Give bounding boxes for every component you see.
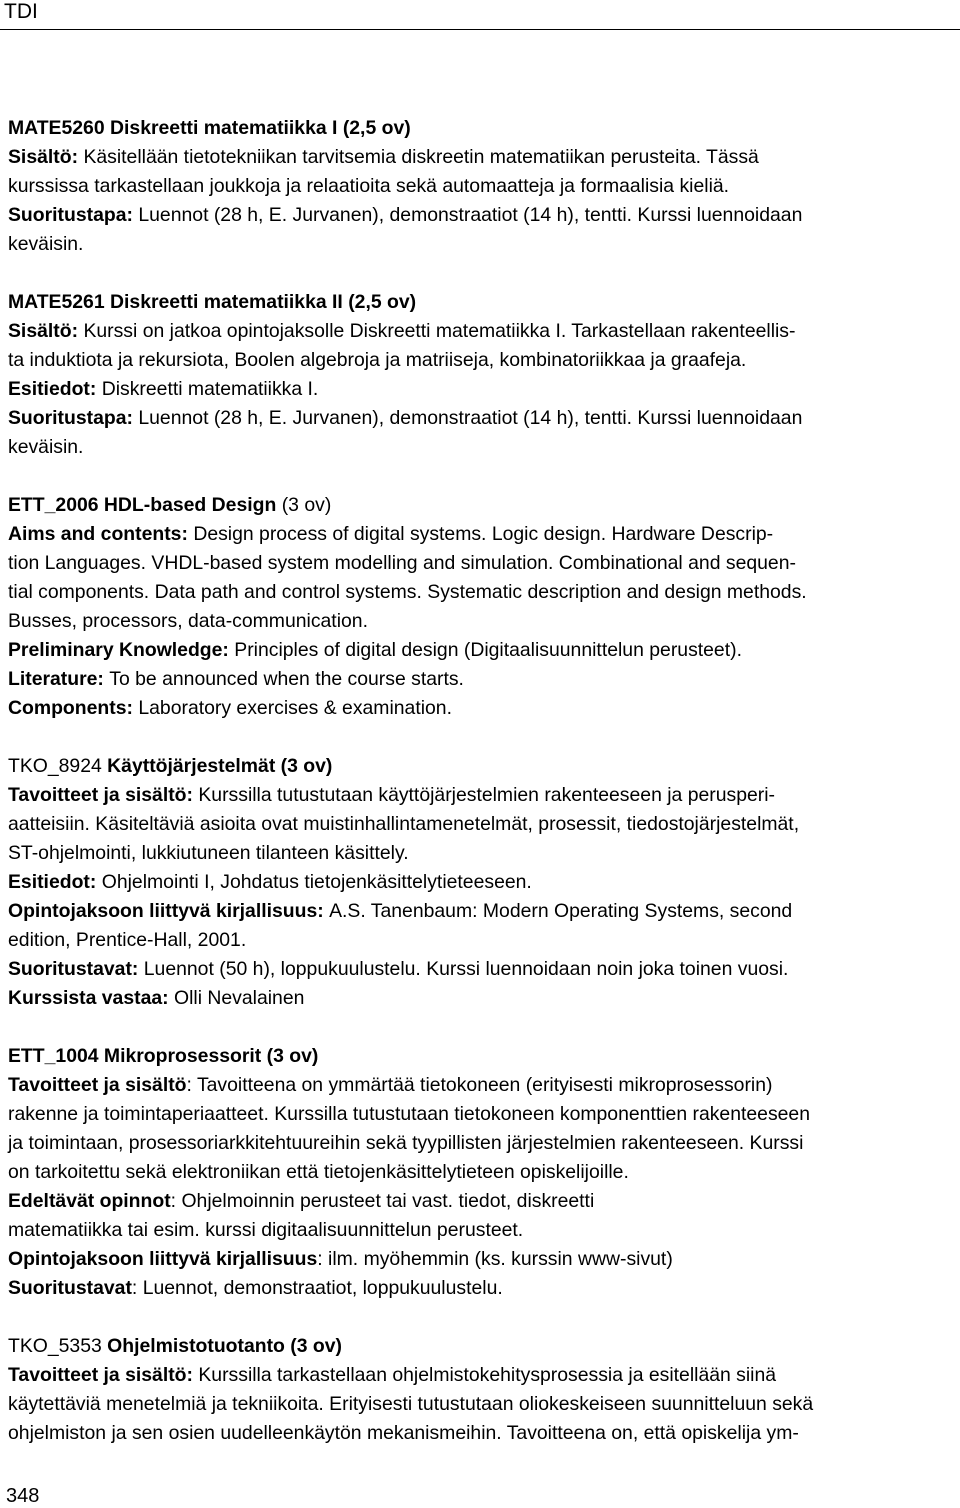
text-segment: Luennot (50 h), loppukuulustelu. Kurssi luennoidaan noin joka toinen vuosi. — [143, 958, 789, 980]
course-text-line — [8, 636, 952, 665]
text-segment: : ilm. myöhemmin (ks. kurssin www-sivut) — [317, 1248, 673, 1270]
bold-label: Sisältö: — [8, 146, 84, 168]
text-segment: Busses, processors, data-communication. — [8, 610, 368, 632]
text-segment: on tarkoitettu sekä elektroniikan että tietojenkäsittelytieteen opiskelijoille. — [8, 1161, 629, 1183]
text-segment: tion Languages. VHDL-based system modelling and simulation. Combinational and sequen- — [8, 552, 796, 574]
course-text-line — [8, 1129, 952, 1158]
text-segment: : Tavoitteena on ymmärtää tietokoneen (erityisesti mikroprosessorin) — [186, 1074, 773, 1096]
text-segment: Luennot (28 h, E. Jurvanen), demonstraatiot (14 h), tentti. Kurssi luennoidaan — [138, 204, 803, 226]
course-text-line — [8, 665, 952, 694]
course-heading — [8, 752, 952, 781]
text-segment: Diskreetti matematiikka I. — [101, 378, 319, 400]
header-rule — [0, 29, 960, 30]
text-segment: Ohjelmointi I, Johdatus tietojenkäsittelytieteeseen. — [101, 871, 532, 893]
bold-label: Edeltävät opinnot — [8, 1190, 171, 1212]
course-block — [8, 288, 952, 462]
bold-label: MATE5260 Diskreetti matematiikka I (2,5 ov) — [8, 117, 411, 139]
course-text-line — [8, 926, 952, 955]
text-segment: ja toimintaan, prosessoriarkkitehtuureihin sekä tyypillisten järjestelmien rakenteeseen. Kurssi — [8, 1132, 804, 1154]
course-text-line — [8, 1274, 952, 1303]
text-segment: ST-ohjelmointi, lukkiutuneen tilanteen käsittely. — [8, 842, 409, 864]
bold-label: Opintojaksoon liittyvä kirjallisuus — [8, 1248, 318, 1270]
bold-label: Esitiedot: — [8, 871, 102, 893]
course-text-line — [8, 984, 952, 1013]
text-segment: Kurssilla tarkastellaan ohjelmistokehitysprosessia ja esitellään siinä — [198, 1364, 777, 1386]
course-text-line — [8, 694, 952, 723]
text-segment: tial components. Data path and control systems. Systematic description and design methods. — [8, 581, 807, 603]
text-segment: aatteisiin. Käsiteltäviä asioita ovat muistinhallintamenetelmät, prosessit, tiedostojärjestelmät, — [8, 813, 800, 835]
course-heading — [8, 1042, 952, 1071]
course-text-line — [8, 1245, 952, 1274]
text-segment: keväisin. — [8, 233, 84, 255]
text-segment: (3 ov) — [281, 494, 332, 516]
text-segment: Luennot (28 h, E. Jurvanen), demonstraatiot (14 h), tentti. Kurssi luennoidaan — [138, 407, 803, 429]
bold-label: Suoritustavat: — [8, 958, 144, 980]
bold-label: Ohjelmistotuotanto (3 ov) — [107, 1335, 343, 1357]
course-text-line — [8, 520, 952, 549]
course-text-line — [8, 230, 952, 259]
text-segment: : Ohjelmoinnin perusteet tai vast. tiedot, diskreetti — [170, 1190, 595, 1212]
course-text-line — [8, 404, 952, 433]
text-segment: TKO_8924 — [8, 755, 108, 777]
course-text-line — [8, 1100, 952, 1129]
bold-label: Literature: — [8, 668, 110, 690]
course-text-line — [8, 781, 952, 810]
bold-label: Kurssista vastaa: — [8, 987, 174, 1009]
course-text-line — [8, 1187, 952, 1216]
bold-label: Esitiedot: — [8, 378, 102, 400]
text-segment: Kurssi on jatkoa opintojaksolle Diskreetti matematiikka I. Tarkastellaan rakenteellis- — [83, 320, 796, 342]
bold-label: Sisältö: — [8, 320, 84, 342]
course-text-line — [8, 810, 952, 839]
text-segment: : Luennot, demonstraatiot, loppukuulustelu. — [131, 1277, 503, 1299]
text-segment: Laboratory exercises & examination. — [138, 697, 452, 719]
bold-label: ETT_1004 Mikroprosessorit (3 ov) — [8, 1045, 319, 1067]
course-text-line — [8, 1361, 952, 1390]
course-heading — [8, 1332, 952, 1361]
text-segment: käytettäviä menetelmiä ja tekniikoita. Erityisesti tutustutaan oliokeskeiseen suunnitteluun sekä — [8, 1393, 814, 1415]
bold-label: Opintojaksoon liittyvä kirjallisuus: — [8, 900, 330, 922]
course-block — [8, 1332, 952, 1448]
course-text-line — [8, 1419, 952, 1448]
course-text-line — [8, 172, 952, 201]
course-text-line — [8, 1071, 952, 1100]
course-text-line — [8, 839, 952, 868]
course-heading — [8, 114, 952, 143]
course-block — [8, 114, 952, 259]
text-segment: Design process of digital systems. Logic design. Hardware Descrip- — [193, 523, 774, 545]
text-segment: ohjelmiston ja sen osien uudelleenkäytön mekanismeihin. Tavoitteena on, että opiskelija ym- — [8, 1422, 799, 1444]
course-text-line — [8, 317, 952, 346]
course-text-line — [8, 1158, 952, 1187]
course-text-line — [8, 549, 952, 578]
bold-label: Suoritustavat — [8, 1277, 132, 1299]
bold-label: Preliminary Knowledge: — [8, 639, 235, 661]
text-segment: kurssissa tarkastellaan joukkoja ja relaatioita sekä automaatteja ja formaalisia kieliä. — [8, 175, 730, 197]
course-text-line — [8, 607, 952, 636]
course-heading — [8, 491, 952, 520]
text-segment: keväisin. — [8, 436, 84, 458]
text-segment: To be announced when the course starts. — [109, 668, 464, 690]
course-text-line — [8, 578, 952, 607]
bold-label: ETT_2006 HDL-based Design — [8, 494, 282, 516]
course-text-line — [8, 897, 952, 926]
course-block — [8, 752, 952, 1013]
text-segment: edition, Prentice-Hall, 2001. — [8, 929, 247, 951]
header-title: TDI — [4, 0, 38, 23]
text-segment: Olli Nevalainen — [174, 987, 305, 1009]
course-text-line — [8, 955, 952, 984]
bold-label: Suoritustapa: — [8, 407, 139, 429]
bold-label: Tavoitteet ja sisältö: — [8, 1364, 199, 1386]
page-number: 348 — [6, 1485, 40, 1507]
text-segment: Principles of digital design (Digitaalisuunnittelun perusteet). — [234, 639, 742, 661]
course-text-line — [8, 1390, 952, 1419]
course-text-line — [8, 868, 952, 897]
course-text-line — [8, 375, 952, 404]
bold-label: Aims and contents: — [8, 523, 194, 545]
bold-label: Tavoitteet ja sisältö — [8, 1074, 187, 1096]
bold-label: Tavoitteet ja sisältö: — [8, 784, 199, 806]
text-segment: ta induktiota ja rekursiota, Boolen algebroja ja matriiseja, kombinatoriikkaa ja graafeja. — [8, 349, 747, 371]
bold-label: Components: — [8, 697, 139, 719]
text-segment: rakenne ja toimintaperiaatteet. Kurssilla tutustutaan tietokoneen komponenttien rakenteeseen — [8, 1103, 810, 1125]
course-text-line — [8, 201, 952, 230]
text-segment: A.S. Tanenbaum: Modern Operating Systems, second — [329, 900, 793, 922]
bold-label: Suoritustapa: — [8, 204, 139, 226]
text-segment: matematiikka tai esim. kurssi digitaalisuunnittelun perusteet. — [8, 1219, 524, 1241]
course-descriptions — [8, 114, 952, 1477]
course-block — [8, 1042, 952, 1303]
course-text-line — [8, 143, 952, 172]
course-block — [8, 491, 952, 723]
bold-label: MATE5261 Diskreetti matematiikka II (2,5 ov) — [8, 291, 417, 313]
bold-label: Käyttöjärjestelmät (3 ov) — [107, 755, 333, 777]
text-segment: Käsitellään tietotekniikan tarvitsemia diskreetin matematiikan perusteita. Tässä — [83, 146, 759, 168]
page-header — [0, 0, 960, 34]
course-text-line — [8, 433, 952, 462]
text-segment: TKO_5353 — [8, 1335, 108, 1357]
course-text-line — [8, 346, 952, 375]
course-text-line — [8, 1216, 952, 1245]
text-segment: Kurssilla tutustutaan käyttöjärjestelmien rakenteeseen ja perusperi- — [198, 784, 776, 806]
course-heading — [8, 288, 952, 317]
